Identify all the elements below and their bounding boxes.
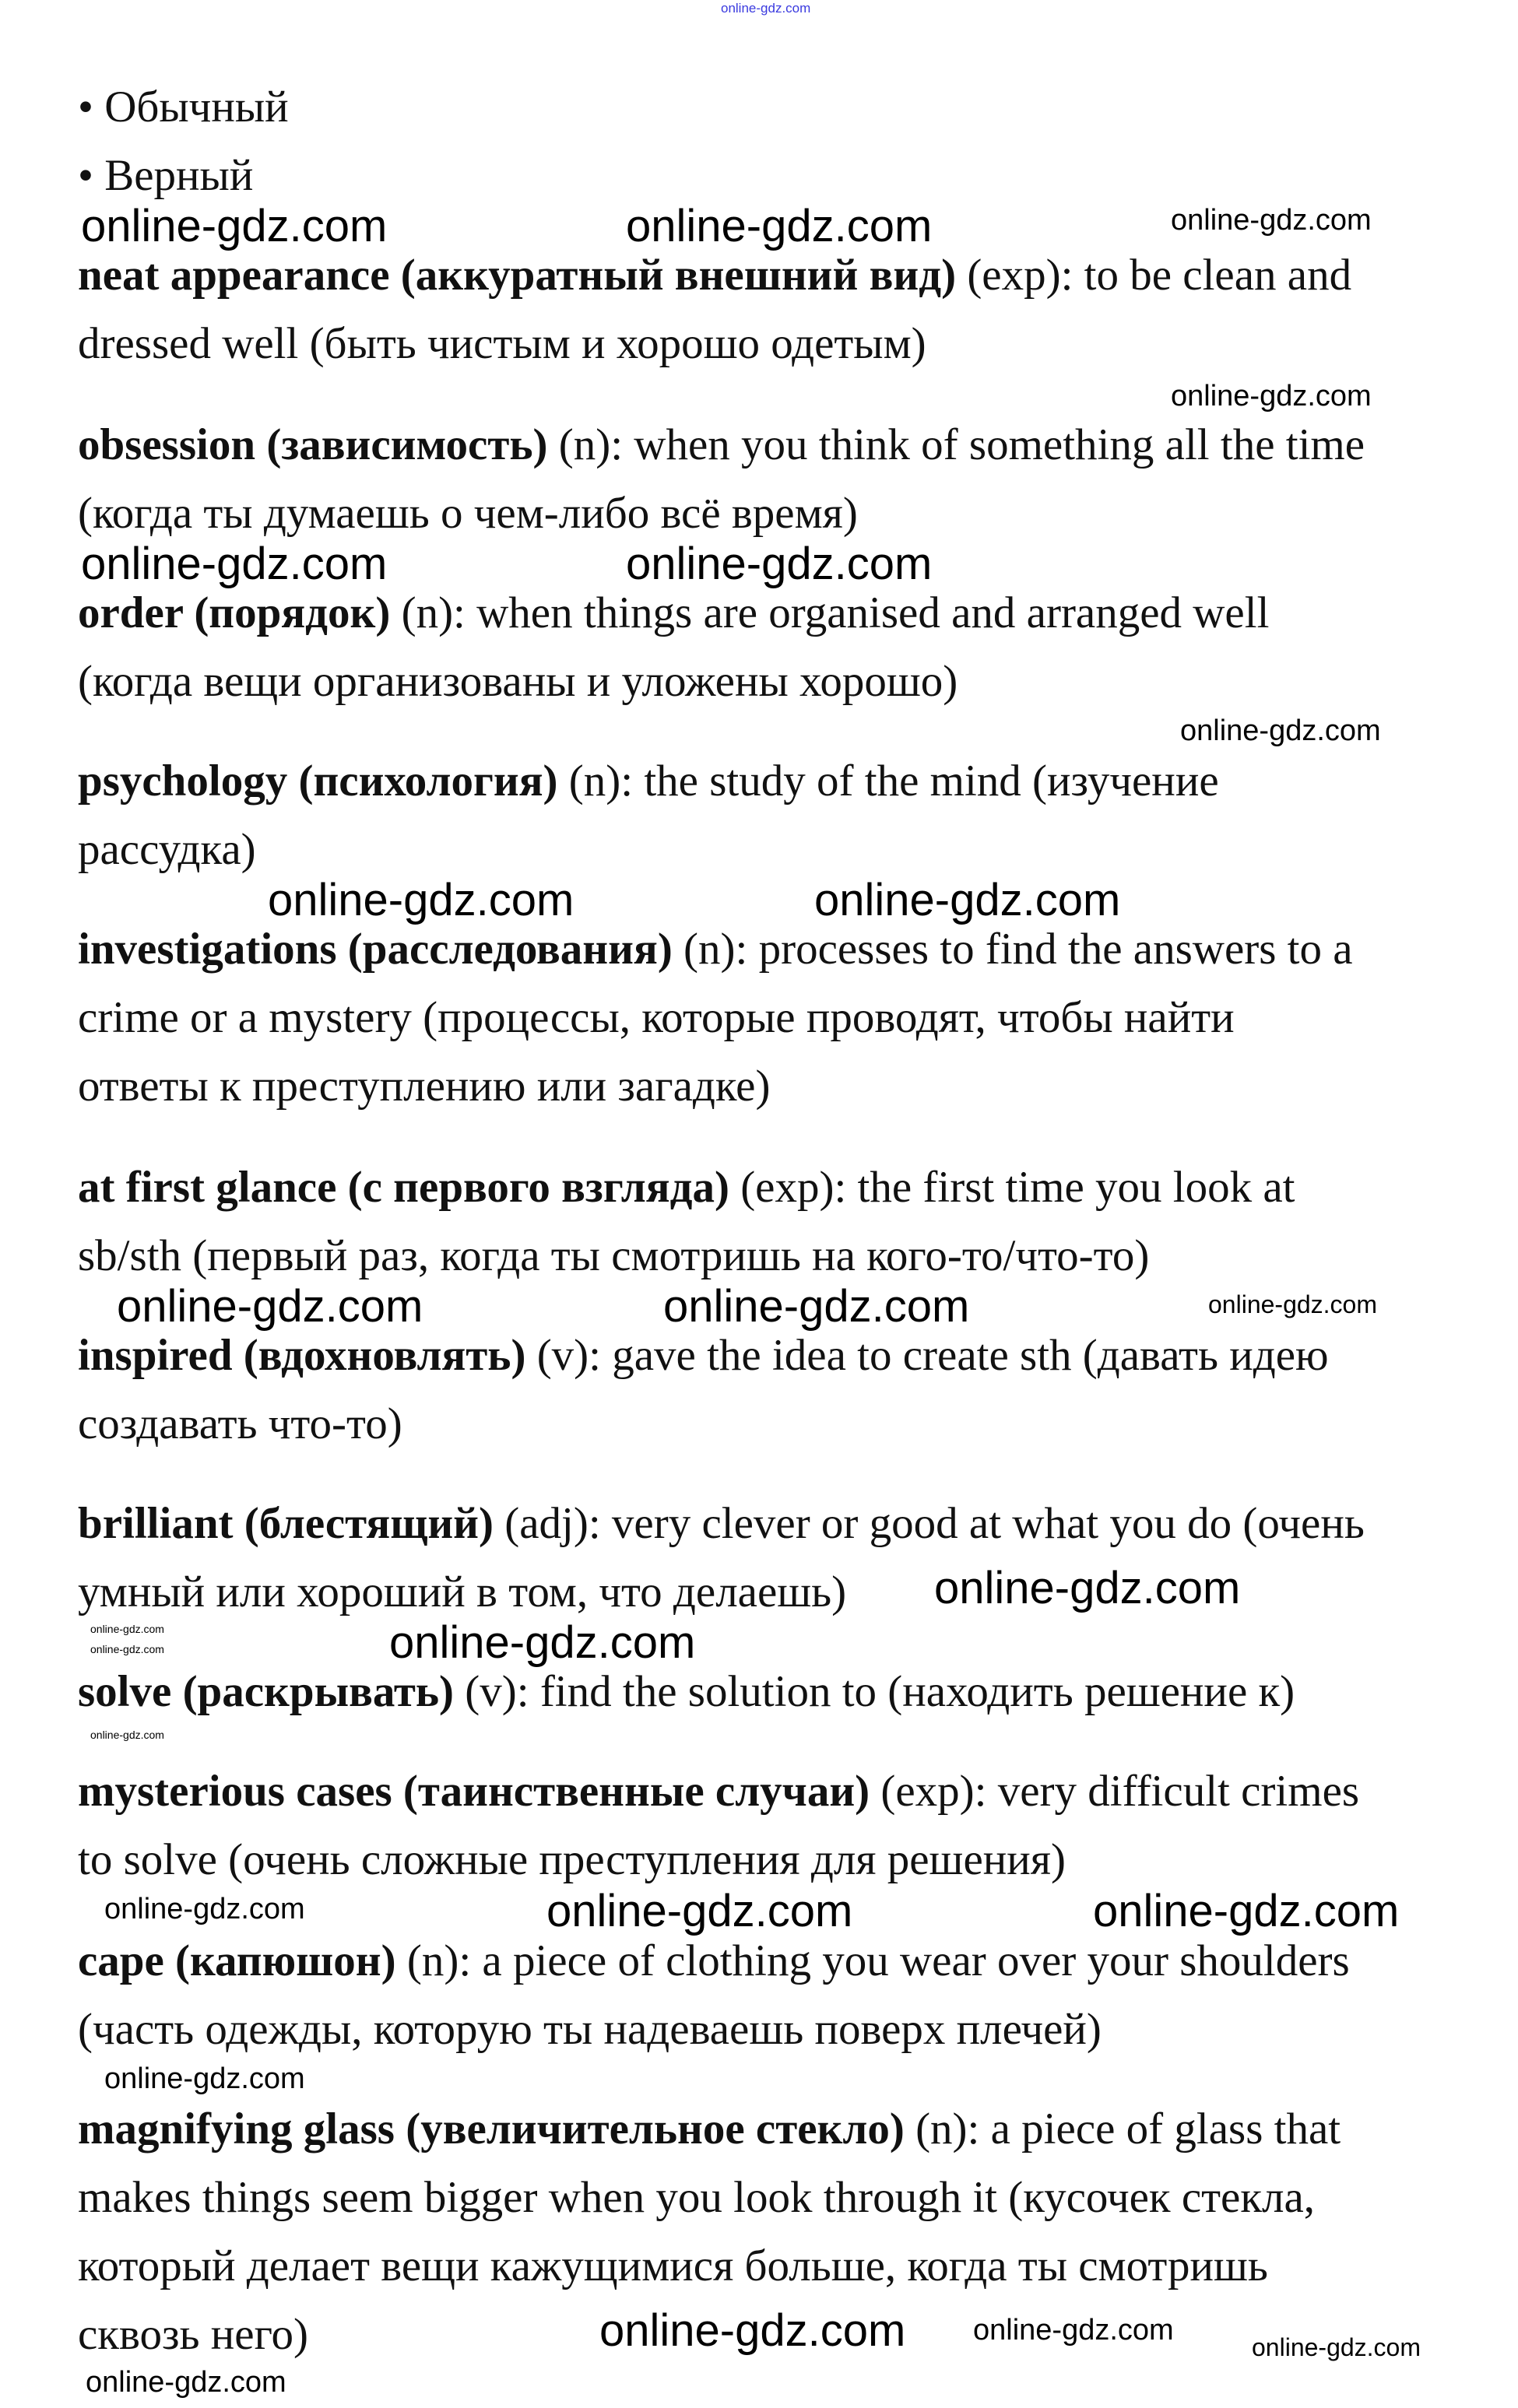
glossary-line [78, 2308, 308, 2362]
term: cape (капюшон) [78, 1936, 396, 1985]
watermark: online-gdz.com [268, 875, 575, 925]
watermark: online-gdz.com [973, 2314, 1174, 2347]
glossary-line [78, 991, 1235, 1045]
definition-text: • Обычный [78, 82, 289, 132]
term: at first glance (с первого взгляда) [78, 1163, 729, 1212]
definition-text: (exp): the first time you look at [729, 1163, 1295, 1212]
watermark: online-gdz.com [626, 201, 933, 251]
watermark: online-gdz.com [1180, 714, 1381, 747]
glossary-line [78, 1059, 770, 1114]
term: obsession (зависимость) [78, 420, 548, 469]
watermark: online-gdz.com [389, 1617, 696, 1668]
watermark: online-gdz.com [1208, 1290, 1377, 1318]
definition-text: (n): processes to find the answers to a [672, 925, 1353, 974]
watermark: online-gdz.com [81, 539, 388, 589]
definition-text: сквозь него) [78, 2310, 309, 2359]
glossary-term-line [78, 922, 1353, 977]
term: mysterious cases (таинственные случаи) [78, 1767, 870, 1816]
definition-text: (когда ты думаешь о чем-либо всё время) [78, 489, 858, 538]
glossary-term-line [78, 248, 1351, 303]
watermark: online-gdz.com [1093, 1886, 1400, 1936]
glossary-line [78, 1397, 402, 1451]
watermark: online-gdz.com [81, 201, 388, 251]
definition-text: рассудка) [78, 825, 256, 874]
glossary-term-line [78, 1934, 1350, 1989]
watermark: online-gdz.com [90, 1643, 164, 1655]
watermark: online-gdz.com [599, 2305, 906, 2356]
term: investigations (расследования) [78, 925, 673, 974]
glossary-term-line [78, 1329, 1329, 1383]
definition-text: создавать что-то) [78, 1399, 402, 1448]
watermark: online-gdz.com [104, 1893, 305, 1925]
definition-text: sb/sth (первый раз, когда ты смотришь на кого-то/что-то) [78, 1231, 1150, 1280]
definition-text: (exp): to be clean and [956, 251, 1352, 300]
watermark: online-gdz.com [1252, 2333, 1421, 2361]
watermark: online-gdz.com [1171, 380, 1372, 412]
glossary-term-line [78, 418, 1365, 472]
glossary-term-line [78, 1160, 1295, 1215]
glossary-term-line [78, 2102, 1341, 2157]
definition-text: (n): a piece of clothing you wear over your shoulders [395, 1936, 1350, 1985]
watermark: online-gdz.com [104, 2062, 305, 2095]
watermark: online-gdz.com [934, 1563, 1241, 1613]
glossary-line [78, 1833, 1066, 1887]
definition-text: (n): when you think of something all the time [547, 420, 1365, 469]
definition-text: (часть одежды, которую ты надеваешь поверх плечей) [78, 2005, 1102, 2054]
watermark: online-gdz.com [546, 1886, 853, 1936]
glossary-line [78, 80, 289, 135]
glossary-line [78, 2171, 1315, 2225]
definition-text: (n): the study of the mind (изучение [557, 756, 1219, 806]
definition-text: (когда вещи организованы и уложены хорошо) [78, 657, 958, 706]
glossary-term-line [78, 1497, 1365, 1551]
definition-text: ответы к преступлению или загадке) [78, 1062, 771, 1111]
glossary-line [78, 149, 253, 203]
definition-text: умный или хороший в том, что делаешь) [78, 1567, 847, 1616]
watermark: online-gdz.com [1171, 204, 1372, 237]
glossary-line [78, 655, 958, 709]
definition-text: который делает вещи кажущимися больше, когда ты смотришь [78, 2241, 1268, 2290]
glossary-line [78, 486, 858, 541]
term: neat appearance (аккуратный внешний вид) [78, 251, 957, 300]
definition-text: (exp): very difficult crimes [870, 1767, 1360, 1816]
glossary-line [78, 317, 926, 371]
term: brilliant (блестящий) [78, 1499, 494, 1548]
term: inspired (вдохновлять) [78, 1331, 526, 1380]
glossary-line [78, 2239, 1268, 2294]
definition-text: dressed well (быть чистым и хорошо одетым) [78, 319, 926, 368]
glossary-line [78, 1229, 1149, 1283]
watermark: online-gdz.com [814, 875, 1121, 925]
term: magnifying glass (увеличительное стекло) [78, 2104, 905, 2154]
definition-text: makes things seem bigger when you look through it (кусочек стекла, [78, 2173, 1316, 2222]
watermark: online-gdz.com [663, 1281, 970, 1332]
watermark: online-gdz.com [90, 1729, 164, 1741]
glossary-line [78, 2003, 1102, 2057]
glossary-term-line [78, 586, 1269, 641]
definition-text: (v): find the solution to (находить решение к) [454, 1667, 1295, 1716]
glossary-term-line [78, 1665, 1295, 1719]
glossary-line [78, 823, 256, 877]
watermark: online-gdz.com [86, 2366, 286, 2399]
watermark: online-gdz.com [117, 1281, 423, 1332]
header-watermark: online-gdz.com [721, 1, 811, 16]
definition-text: • Верный [78, 151, 254, 200]
term: solve (раскрывать) [78, 1667, 455, 1716]
watermark: online-gdz.com [90, 1623, 164, 1635]
definition-text: (n): when things are organised and arranged well [390, 588, 1270, 637]
glossary-line [78, 1565, 846, 1620]
term: psychology (психология) [78, 756, 558, 806]
glossary-term-line [78, 754, 1219, 809]
definition-text: (v): gave the idea to create sth (давать идею [525, 1331, 1329, 1380]
glossary-term-line [78, 1764, 1359, 1819]
watermark: online-gdz.com [626, 539, 933, 589]
definition-text: crime or a mystery (процессы, которые проводят, чтобы найти [78, 993, 1235, 1042]
definition-text: to solve (очень сложные преступления для решения) [78, 1835, 1066, 1884]
term: order (порядок) [78, 588, 391, 637]
definition-text: (n): a piece of glass that [904, 2104, 1341, 2154]
definition-text: (adj): very clever or good at what you do (очень [494, 1499, 1365, 1548]
